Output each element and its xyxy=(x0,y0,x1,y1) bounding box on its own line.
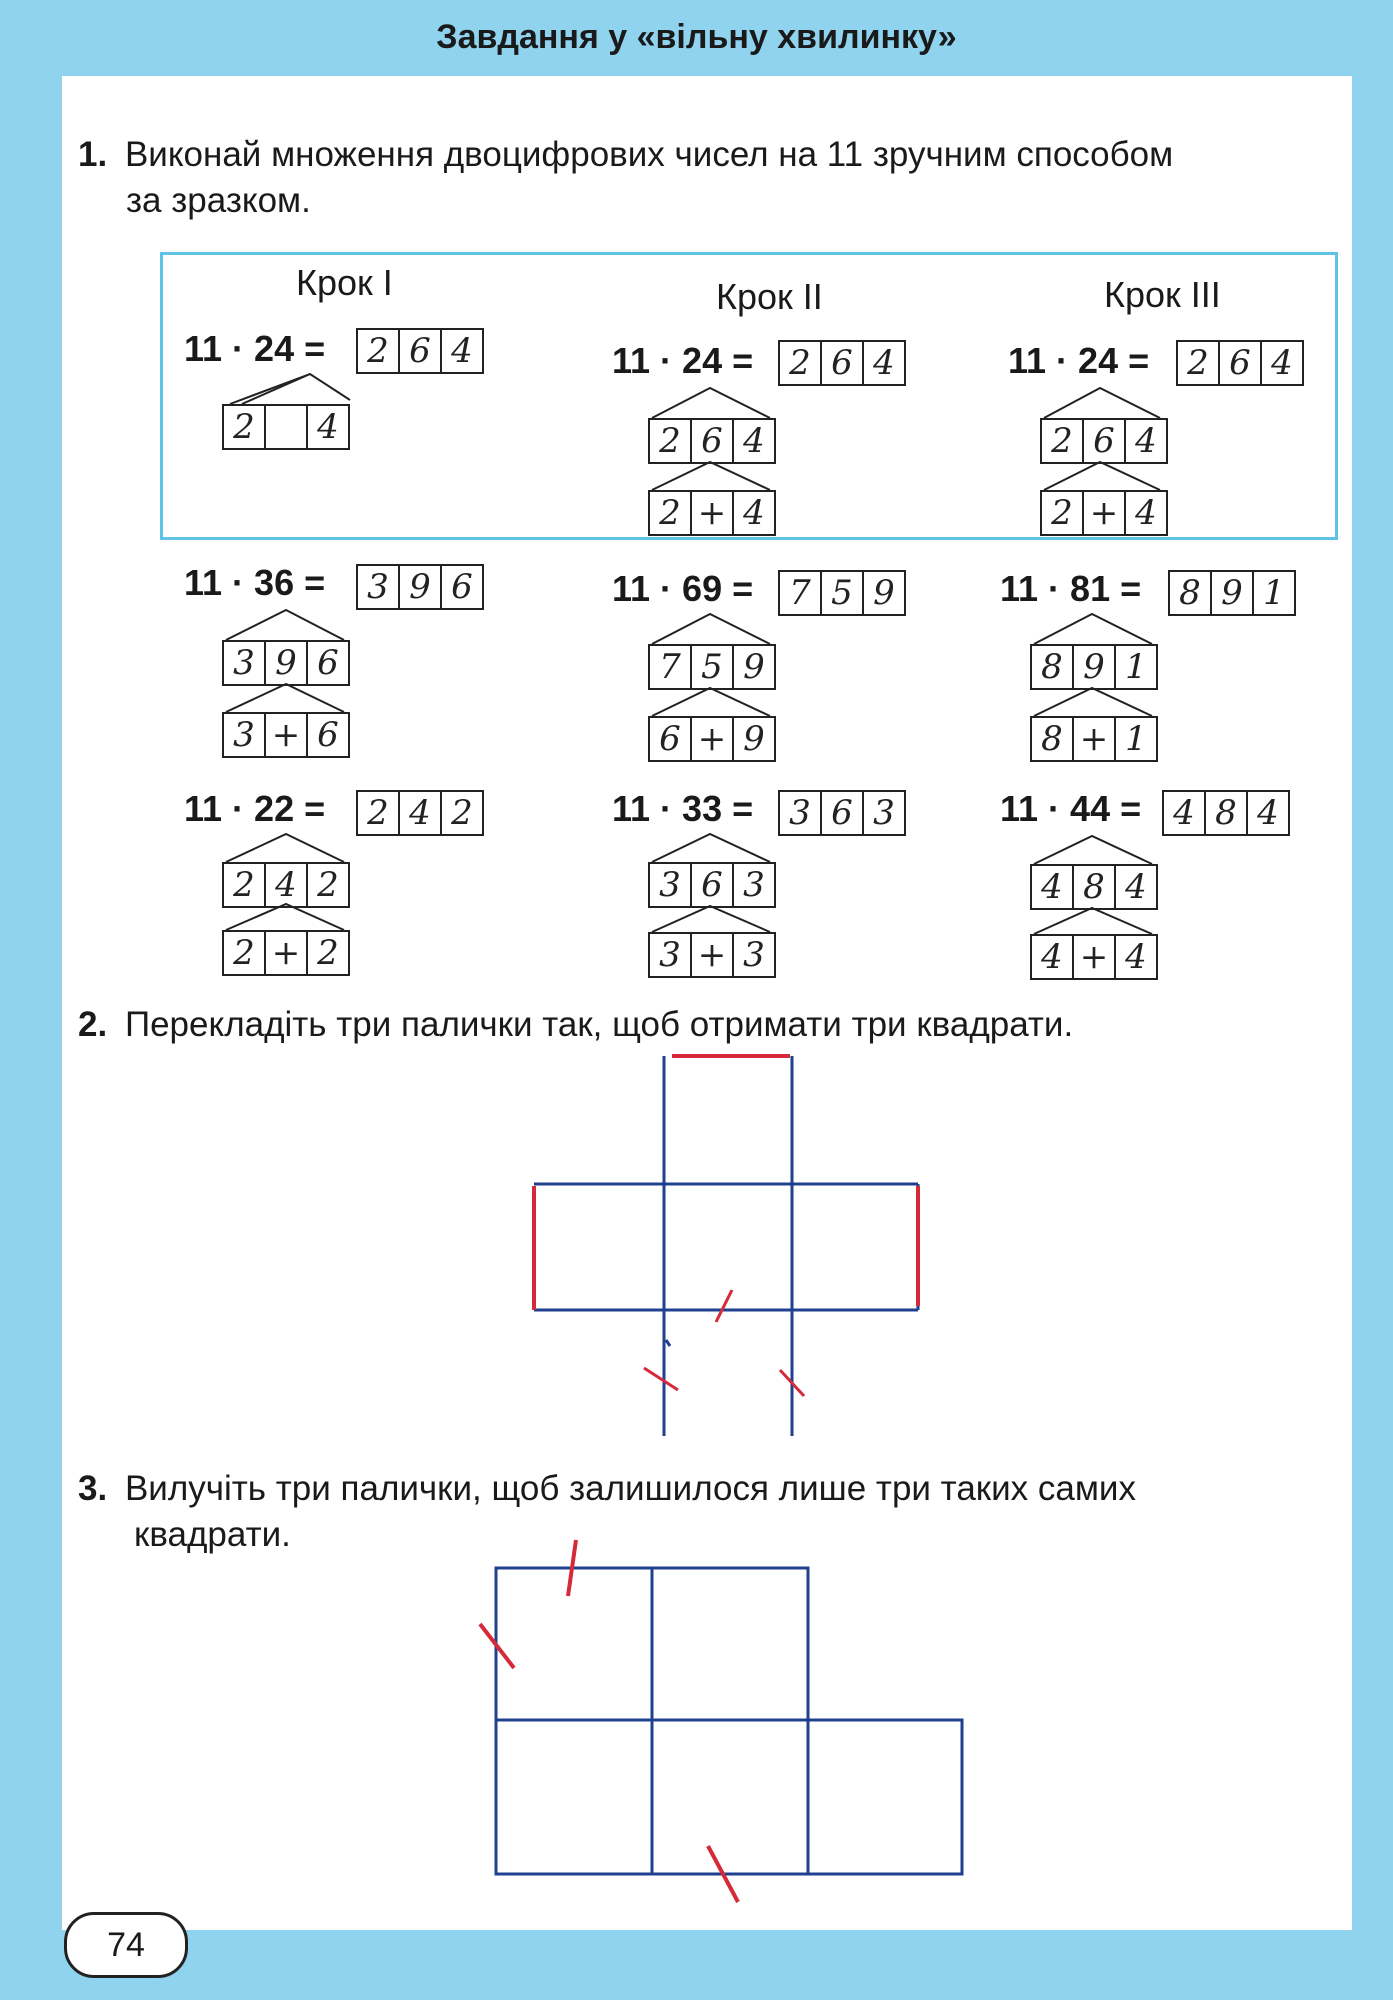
step2-result-digit: 4 xyxy=(873,343,895,383)
exercise-expression: 11 · 44 = xyxy=(1000,788,1142,829)
exercise-digit: 4 xyxy=(1164,792,1206,834)
step1-result-digit: 2 xyxy=(358,330,400,372)
exercise-expression: 11 · 33 = xyxy=(612,788,754,829)
task3-number: 3. xyxy=(78,1469,108,1508)
step3-middle-digit: 6 xyxy=(1084,420,1126,462)
task1-text-line2: за зразком. xyxy=(126,181,311,220)
exercise-digit: 6 xyxy=(692,864,734,906)
exercise-digit: 3 xyxy=(780,792,822,834)
step2-sum-sign: + xyxy=(692,492,734,534)
exercise-expression: 11 · 36 = xyxy=(184,562,326,603)
square xyxy=(496,1720,652,1874)
exercise-digit: 8 xyxy=(1032,718,1074,760)
step1-split-digit: 4 xyxy=(317,407,339,447)
exercise-digit: 3 xyxy=(743,935,765,975)
exercise-digit: 8 xyxy=(1074,866,1116,908)
exercise-digit: 3 xyxy=(224,642,266,684)
step3-middle-digit: 4 xyxy=(1135,421,1157,461)
exercise-digit: 3 xyxy=(224,714,266,756)
square xyxy=(808,1720,962,1874)
step1-result-digit: 4 xyxy=(451,331,473,371)
step-label-3: Крок III xyxy=(1104,274,1221,315)
exercise-digit: 8 xyxy=(1206,792,1248,834)
task1-text-line1: Виконай множення двоцифрових чисел на 11 зручним способом xyxy=(124,135,1174,174)
exercise-expression: 11 · 22 = xyxy=(184,788,326,829)
exercise-sign: + xyxy=(692,718,734,760)
exercise-digit: 9 xyxy=(743,719,765,759)
exercise-digit: 4 xyxy=(1125,867,1147,907)
step2-sum-digit: 2 xyxy=(650,492,692,534)
exercise-digit: 4 xyxy=(400,792,442,834)
square xyxy=(652,1720,808,1874)
step2-result-digit: 6 xyxy=(822,342,864,384)
task3-text-line1: Вилучіть три палички, щоб залишилося лише три таких самих xyxy=(124,1469,1136,1508)
exercise-digit: 4 xyxy=(266,864,308,906)
exercise-digit: 4 xyxy=(1032,866,1074,908)
exercise-digit: 2 xyxy=(224,864,266,906)
task1-number: 1. xyxy=(78,135,108,174)
exercise-digit: 7 xyxy=(650,646,692,688)
exercise-sign: + xyxy=(266,714,308,756)
exercise-digit: 3 xyxy=(743,865,765,905)
step3-result-digit: 6 xyxy=(1220,342,1262,384)
step1-result-digit: 6 xyxy=(400,330,442,372)
exercise-digit: 2 xyxy=(317,865,339,905)
step3-middle-digit: 2 xyxy=(1042,420,1084,462)
exercise-digit: 8 xyxy=(1170,572,1212,614)
step-label-1: Крок I xyxy=(296,262,393,303)
step2-result-digit: 2 xyxy=(780,342,822,384)
step2-sum-digit: 4 xyxy=(743,493,765,533)
task2-number: 2. xyxy=(78,1005,108,1044)
exercise-digit: 3 xyxy=(358,566,400,608)
exercise-sign: + xyxy=(1074,718,1116,760)
exercise-digit: 9 xyxy=(1212,572,1254,614)
exercise-digit: 1 xyxy=(1263,573,1285,613)
step3-sum-digit: 2 xyxy=(1042,492,1084,534)
exercise-sign: + xyxy=(1074,936,1116,978)
exercise-digit: 4 xyxy=(1257,793,1279,833)
exercise-digit: 1 xyxy=(1125,647,1147,687)
exercise-digit: 3 xyxy=(650,934,692,976)
exercise-digit: 5 xyxy=(692,646,734,688)
square xyxy=(496,1568,652,1720)
exercise-digit: 6 xyxy=(317,715,339,755)
exercise-digit: 6 xyxy=(451,567,473,607)
task3-text-line2: квадрати. xyxy=(134,1515,291,1554)
exercise-digit: 9 xyxy=(266,642,308,684)
step2-middle-digit: 4 xyxy=(743,421,765,461)
square xyxy=(652,1568,808,1720)
step-label-2: Крок II xyxy=(716,276,823,317)
exercise-digit: 9 xyxy=(873,573,895,613)
task2-text-line: Перекладіть три палички так, щоб отримати три квадрати. xyxy=(124,1005,1074,1044)
step3-result-digit: 4 xyxy=(1271,343,1293,383)
exercise-digit: 4 xyxy=(1032,936,1074,978)
step2-middle-digit: 2 xyxy=(650,420,692,462)
exercise-digit: 2 xyxy=(317,933,339,973)
step2-middle-digit: 6 xyxy=(692,420,734,462)
exercise-digit: 6 xyxy=(822,792,864,834)
step1-split-digit: 2 xyxy=(224,406,266,448)
exercise-digit: 2 xyxy=(358,792,400,834)
exercise-digit: 7 xyxy=(780,572,822,614)
exercise-digit: 1 xyxy=(1125,719,1147,759)
exercise-expression: 11 · 69 = xyxy=(612,568,754,609)
exercise-sign: + xyxy=(266,932,308,974)
exercise-digit: 5 xyxy=(822,572,864,614)
page-title: Завдання у «вільну хвилинку» xyxy=(436,18,957,56)
step3-expression: 11 · 24 = xyxy=(1008,340,1150,381)
exercise-digit: 4 xyxy=(1125,937,1147,977)
step1-expression: 11 · 24 = xyxy=(184,328,326,369)
step3-result-digit: 2 xyxy=(1178,342,1220,384)
exercise-digit: 3 xyxy=(873,793,895,833)
exercise-digit: 9 xyxy=(743,647,765,687)
exercise-expression: 11 · 81 = xyxy=(1000,568,1142,609)
exercise-digit: 3 xyxy=(650,864,692,906)
exercise-digit: 2 xyxy=(451,793,473,833)
exercise-digit: 9 xyxy=(400,566,442,608)
exercise-digit: 8 xyxy=(1032,646,1074,688)
exercise-digit: 2 xyxy=(224,932,266,974)
exercise-digit: 9 xyxy=(1074,646,1116,688)
exercise-digit: 6 xyxy=(317,643,339,683)
step3-sum-sign: + xyxy=(1084,492,1126,534)
step2-expression: 11 · 24 = xyxy=(612,340,754,381)
step3-sum-digit: 4 xyxy=(1135,493,1157,533)
exercise-digit: 6 xyxy=(650,718,692,760)
exercise-sign: + xyxy=(692,934,734,976)
page-number: 74 xyxy=(64,1912,188,1978)
